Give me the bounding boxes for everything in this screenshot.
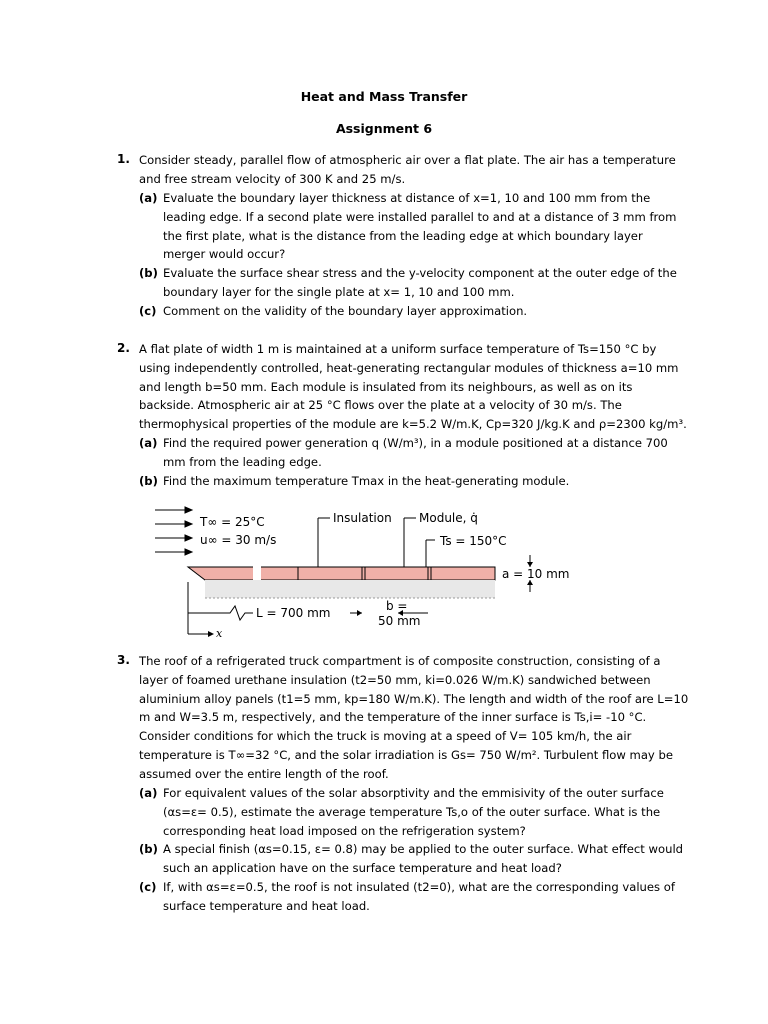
question-1c: [139, 302, 675, 321]
q1a-line: the first plate, what is the distance from the leading edge at which boundary layer: [163, 228, 643, 243]
flow-arrows: [155, 507, 192, 555]
q3b-line: such an application have on the surface temperature and heat load?: [163, 860, 562, 875]
question-3c: [139, 878, 675, 916]
q3-line: Consider conditions for which the truck is moving at a speed of V= 105 km/h, the air: [139, 729, 632, 744]
question-1b: [139, 264, 675, 302]
q2-line: and length b=50 mm. Each module is insulated from its neighbours, as well as on its: [139, 379, 633, 394]
question-1a: [139, 189, 675, 264]
b-dim-value: 50 mm: [378, 614, 421, 628]
question-1-text: [139, 151, 675, 189]
a-dim-label: a = 10 mm: [502, 567, 570, 581]
q1c-line: Comment on the validity of the boundary layer approximation.: [163, 304, 528, 318]
assignment-title: Assignment 6: [335, 121, 433, 136]
heat-module-diagram: [150, 500, 610, 645]
question-1-number: 1.: [117, 152, 130, 166]
q3-line: assumed over the entire length of the roof.: [139, 766, 389, 781]
q2a-label: (a): [139, 436, 158, 450]
q3-line: m and W=3.5 m, respectively, and the temperature of the inner surface is Ts,i= -10 °C.: [139, 710, 647, 725]
ts-label: Ts = 150°C: [440, 534, 507, 548]
q2a-line: mm from the leading edge.: [163, 454, 322, 469]
question-2-number: 2.: [117, 341, 130, 355]
module-label: Module, q̇: [419, 511, 478, 525]
q3-line: layer of foamed urethane insulation (t2=50 mm, ki=0.026 W/m.K) sandwiched between: [139, 672, 651, 687]
l-dim-label: L = 700 mm: [256, 606, 331, 620]
u-inf-label: u∞ = 30 m/s: [200, 533, 277, 547]
q1a-label: (a): [139, 191, 158, 205]
b-dim-label: b =: [386, 599, 408, 613]
plate: [188, 567, 495, 580]
q3b-label: (b): [139, 842, 158, 856]
question-2a: [139, 434, 675, 472]
q2b-label: (b): [139, 474, 158, 488]
q2b-line: Find the maximum temperature Tmax in the heat-generating module.: [163, 474, 570, 488]
q1-line: Consider steady, parallel flow of atmospheric air over a flat plate. The air has a temperature: [139, 153, 676, 167]
l-dim-line: [188, 606, 253, 620]
question-3b: [139, 840, 684, 878]
q3c-line: surface temperature and heat load.: [163, 898, 370, 913]
q1b-line: boundary layer for the single plate at x= 1, 10 and 100 mm.: [163, 284, 515, 299]
insulation-label: Insulation: [333, 511, 392, 525]
q3a-line: (αs=ε= 0.5), estimate the average temperature Ts,o of the outer surface. What is the: [163, 804, 661, 819]
q2-line: using independently controlled, heat-generating rectangular modules of thickness a=10 mm: [139, 360, 679, 375]
q1c-label: (c): [139, 304, 157, 318]
insulation-base: [205, 580, 495, 598]
q3a-label: (a): [139, 786, 158, 800]
course-title: Heat and Mass Transfer: [300, 89, 468, 104]
q3a-line: For equivalent values of the solar absorptivity and the emmisivity of the outer surface: [163, 786, 664, 800]
x-axis: [208, 631, 214, 637]
question-3a: [139, 784, 675, 840]
q1a-line: leading edge. If a second plate were installed parallel to and at a distance of 3 mm from: [163, 209, 677, 224]
question-2b: [139, 472, 675, 491]
q3-line: temperature is T∞=32 °C, and the solar irradiation is Gs= 750 W/m². Turbulent flow may be: [139, 747, 673, 762]
q3c-label: (c): [139, 880, 157, 894]
q3-line: aluminium alloy panels (t1=5 mm, kp=180 W/m.K). The length and width of the roof are L=10: [139, 691, 689, 706]
t-inf-label: T∞ = 25°C: [200, 515, 265, 529]
q1b-line: Evaluate the surface shear stress and the y-velocity component at the outer edge of the: [163, 266, 677, 280]
b-dim-arrow: [357, 610, 362, 616]
q1a-line: merger would occur?: [163, 247, 286, 262]
q1-line: and free stream velocity of 300 K and 25 m/s.: [139, 171, 406, 186]
question-3-text: [139, 652, 689, 784]
q2-line: thermophysical properties of the module are k=5.2 W/m.K, Cp=320 J/kg.K and ρ=2300 kg/m³.: [139, 417, 687, 432]
q3a-line: corresponding heat load imposed on the refrigeration system?: [163, 823, 526, 838]
q2-line: A flat plate of width 1 m is maintained at a uniform surface temperature of Ts=150 °C by: [139, 342, 657, 356]
question-3-number: 3.: [117, 653, 130, 667]
q1b-label: (b): [139, 266, 158, 280]
q3b-line: A special finish (αs=0.15, ε= 0.8) may be applied to the outer surface. What effect would: [163, 842, 684, 856]
q3-line: The roof of a refrigerated truck compartment is of composite construction, consisting of a: [139, 654, 661, 668]
q3c-line: If, with αs=ε=0.5, the roof is not insulated (t2=0), what are the corresponding values of: [163, 880, 675, 894]
question-2-text: [139, 340, 687, 434]
q1a-line: Evaluate the boundary layer thickness at distance of x=1, 10 and 100 mm from the: [163, 191, 651, 205]
x-axis-label: x: [216, 627, 223, 640]
q2-line: backside. Atmospheric air at 25 °C flows over the plate at a velocity of 30 m/s. The: [139, 398, 622, 413]
q2a-line: Find the required power generation q (W/m³), in a module positioned at a distance 700: [163, 436, 668, 450]
